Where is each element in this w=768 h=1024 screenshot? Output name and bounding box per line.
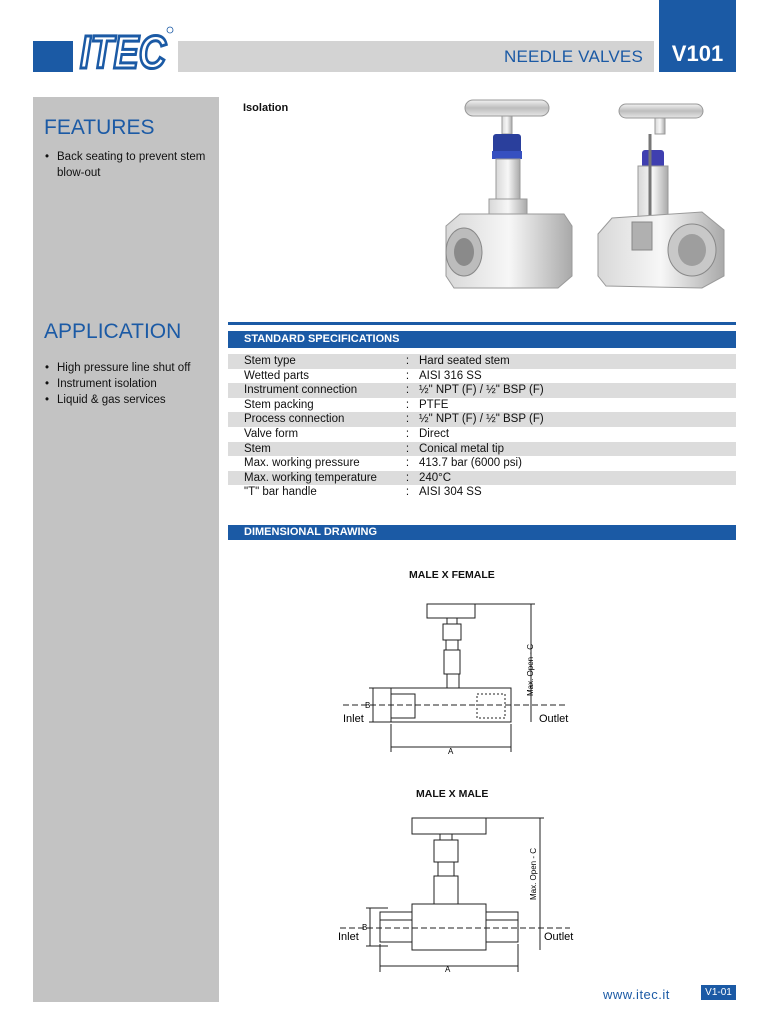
drawing-male-male <box>330 812 580 976</box>
spec-value: ½" NPT (F) / ½" BSP (F) <box>419 412 736 427</box>
spec-divider <box>228 322 736 325</box>
outlet-label: Outlet <box>539 713 569 725</box>
list-item: • Liquid & gas services <box>45 392 213 408</box>
spec-separator: : <box>396 471 419 486</box>
dim-b-label: B <box>362 923 368 932</box>
table-row <box>228 485 736 500</box>
spec-value: PTFE <box>419 398 449 411</box>
spec-label: Max. working temperature <box>228 471 396 486</box>
spec-label: Stem packing <box>244 398 314 411</box>
website-link[interactable]: www.itec.it <box>603 987 670 1002</box>
table-row <box>228 412 736 427</box>
spec-label: Instrument connection <box>228 383 396 398</box>
table-row <box>228 456 736 471</box>
dim-a-label: A <box>448 747 454 756</box>
spec-value: ½" NPT (F) / ½" BSP (F) <box>419 383 736 398</box>
spec-separator: : <box>405 369 410 382</box>
dim-b-label: B <box>365 701 371 710</box>
page-code-badge: V1-01 <box>701 985 736 1000</box>
table-row <box>228 398 736 413</box>
spec-label: Max. working pressure <box>244 457 360 470</box>
product-code: V101 <box>671 41 724 66</box>
spec-table <box>228 354 736 500</box>
table-row <box>228 354 736 369</box>
page-title: NEEDLE VALVES <box>504 47 643 66</box>
spec-label: Process connection <box>228 412 396 427</box>
drawing-male-female <box>335 596 575 758</box>
spec-section-header <box>228 331 736 348</box>
spec-separator: : <box>405 398 410 411</box>
spec-label: Wetted parts <box>244 369 309 382</box>
logo-accent-block <box>33 41 73 72</box>
spec-heading: STANDARD SPECIFICATIONS <box>244 333 400 345</box>
table-row <box>228 427 736 442</box>
spec-separator: : <box>396 412 419 427</box>
spec-value: 413.7 bar (6000 psi) <box>419 457 522 470</box>
applications-list <box>45 360 213 408</box>
spec-separator: : <box>396 354 419 369</box>
table-row <box>228 471 736 486</box>
features-list <box>45 149 213 181</box>
table-row <box>228 369 736 384</box>
dim-section-header <box>228 525 736 540</box>
table-row <box>228 442 736 457</box>
spec-label: Stem type <box>228 354 396 369</box>
spec-separator: : <box>405 457 410 470</box>
outlet-label: Outlet <box>544 931 574 943</box>
list-item: • Instrument isolation <box>45 376 213 392</box>
spec-separator: : <box>405 486 410 499</box>
sidebar <box>33 97 219 1002</box>
dim-heading: DIMENSIONAL DRAWING <box>244 526 378 538</box>
drawing-title-male-female: MALE X FEMALE <box>409 569 495 581</box>
inlet-label: Inlet <box>343 713 364 725</box>
dim-c-label: Max. Open - C <box>526 643 535 697</box>
spec-value: Hard seated stem <box>419 354 736 369</box>
dim-c-label: Max. Open - C <box>529 847 538 901</box>
list-item: • Back seating to prevent stem blow-out <box>45 149 213 181</box>
dim-a-label: A <box>445 965 451 974</box>
itec-logo <box>78 20 188 80</box>
svg-text:ITEC: ITEC <box>80 26 167 78</box>
isolation-label: Isolation <box>243 102 289 114</box>
spec-label: Valve form <box>244 427 299 440</box>
spec-separator: : <box>396 383 419 398</box>
inlet-label: Inlet <box>338 931 359 943</box>
spec-separator: : <box>405 427 410 440</box>
list-item: • High pressure line shut off <box>45 360 213 376</box>
table-row <box>228 383 736 398</box>
spec-label: Stem <box>228 442 396 457</box>
drawing-title-male-male: MALE X MALE <box>416 788 489 800</box>
needle-valve-cutaway-photo <box>592 100 732 292</box>
features-heading: FEATURES <box>44 116 155 139</box>
spec-separator: : <box>396 442 419 457</box>
spec-value: Direct <box>419 427 450 440</box>
spec-label: "T" bar handle <box>244 486 317 499</box>
spec-value: AISI 316 SS <box>419 369 482 382</box>
spec-value: AISI 304 SS <box>419 486 482 499</box>
spec-value: Conical metal tip <box>419 442 736 457</box>
spec-value: 240°C <box>419 471 736 486</box>
needle-valve-photo <box>436 96 586 292</box>
application-heading: APPLICATION <box>44 320 182 343</box>
